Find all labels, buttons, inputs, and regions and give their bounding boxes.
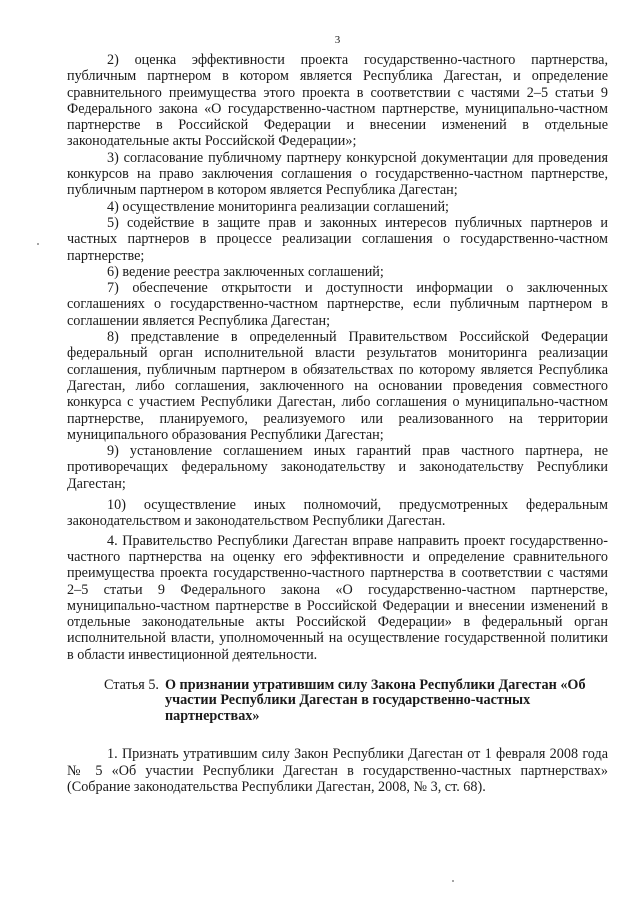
paragraph-item-9: 9) установление соглашением иных гарантий прав частного партнера, не противоречащих федеральному законодательству и законодательству Республики Дагестан; [67,443,608,492]
paragraph-item-5: 5) содействие в защите прав и законных интересов публичных партнеров и частных партнеров в процессе реализации соглашения о государственно-частном партнерстве; [67,214,608,264]
paragraph-part-4: 4. Правительство Республики Дагестан вправе направить проект государственно-частного партнерства на оценку его эффективности и определение сравнительного преимущества проекта государственно-частного партнерства в соответствии с частями 2–5 статьи 9 Федерального закона «О государственно-частном партнерстве, муниципально-частном партнерстве в Российской Федерации и внесении изменений в отдельные законодательные акты Российской Федерации» в федеральный орган исполнительной власти, уполномоченный на осуществление государственной политики в области инвестиционной деятельности. [67,532,608,663]
paragraph-item-3: 3) согласование публичному партнеру конкурсной документации для проведения конкурсов на право заключения соглашения о государственно-частном партнерстве, публичным партнером в котором является Республика Дагестан; [67,149,608,199]
paragraph-item-8: 8) представление в определенный Правительством Российской Федерации федеральный орган исполнительной власти результатов мониторинга реализации соглашения, публичным партнером в обязательствах по которому является Республика Дагестан, либо соглашения, заключенного на основании проведения совместного конкурса с участием Республики Дагестан, либо соглашения о муниципально-частном партнерстве, планируемого, реализуемого или реализованного на территории муниципального образования Республики Дагестан; [67,329,608,443]
page-number: 3 [334,34,341,46]
article-title: О признании утратившим силу Закона Республики Дагестан «Об участии Республики Дагестан в государственно-частных партнерствах» [164,676,586,724]
article-5-paragraph-1: 1. Признать утратившим силу Закон Республики Дагестан от 1 февраля 2008 года № 5 «Об участии Республики Дагестан в государственно-частных партнерствах» (Собрание законодательства Республики Дагестан, 2008, № 3, ст. 68). [67,746,608,796]
paragraph-item-7: 7) обеспечение открытости и доступности информации о заключенных соглашениях о государственно-частном партнерстве, если публичным партнером в соглашении является Республика Дагестан; [67,280,608,329]
article-heading [104,678,608,725]
paragraph-item-6: 6) ведение реестра заключенных соглашений; [107,263,384,280]
paragraph-item-2: 2) оценка эффективности проекта государственно-частного партнерства, публичным партнером в котором является Республика Дагестан, и определение сравнительного преимущества этого проекта в соответствии с частями 2–5 статьи 9 Федерального закона «О государственно-частном партнерстве, муниципально-частном партнерстве в Российской Федерации и внесении изменений в отдельные законодательные акты Российской Федерации»; [67,52,608,150]
article-label: Статья 5. [104,676,159,693]
scan-speck [452,880,454,882]
scan-speck [37,243,39,245]
paragraph-item-10: 10) осуществление иных полномочий, предусмотренных федеральным законодательством и законодательством Республики Дагестан. [67,497,608,530]
paragraph-item-4: 4) осуществление мониторинга реализации соглашений; [107,198,450,215]
